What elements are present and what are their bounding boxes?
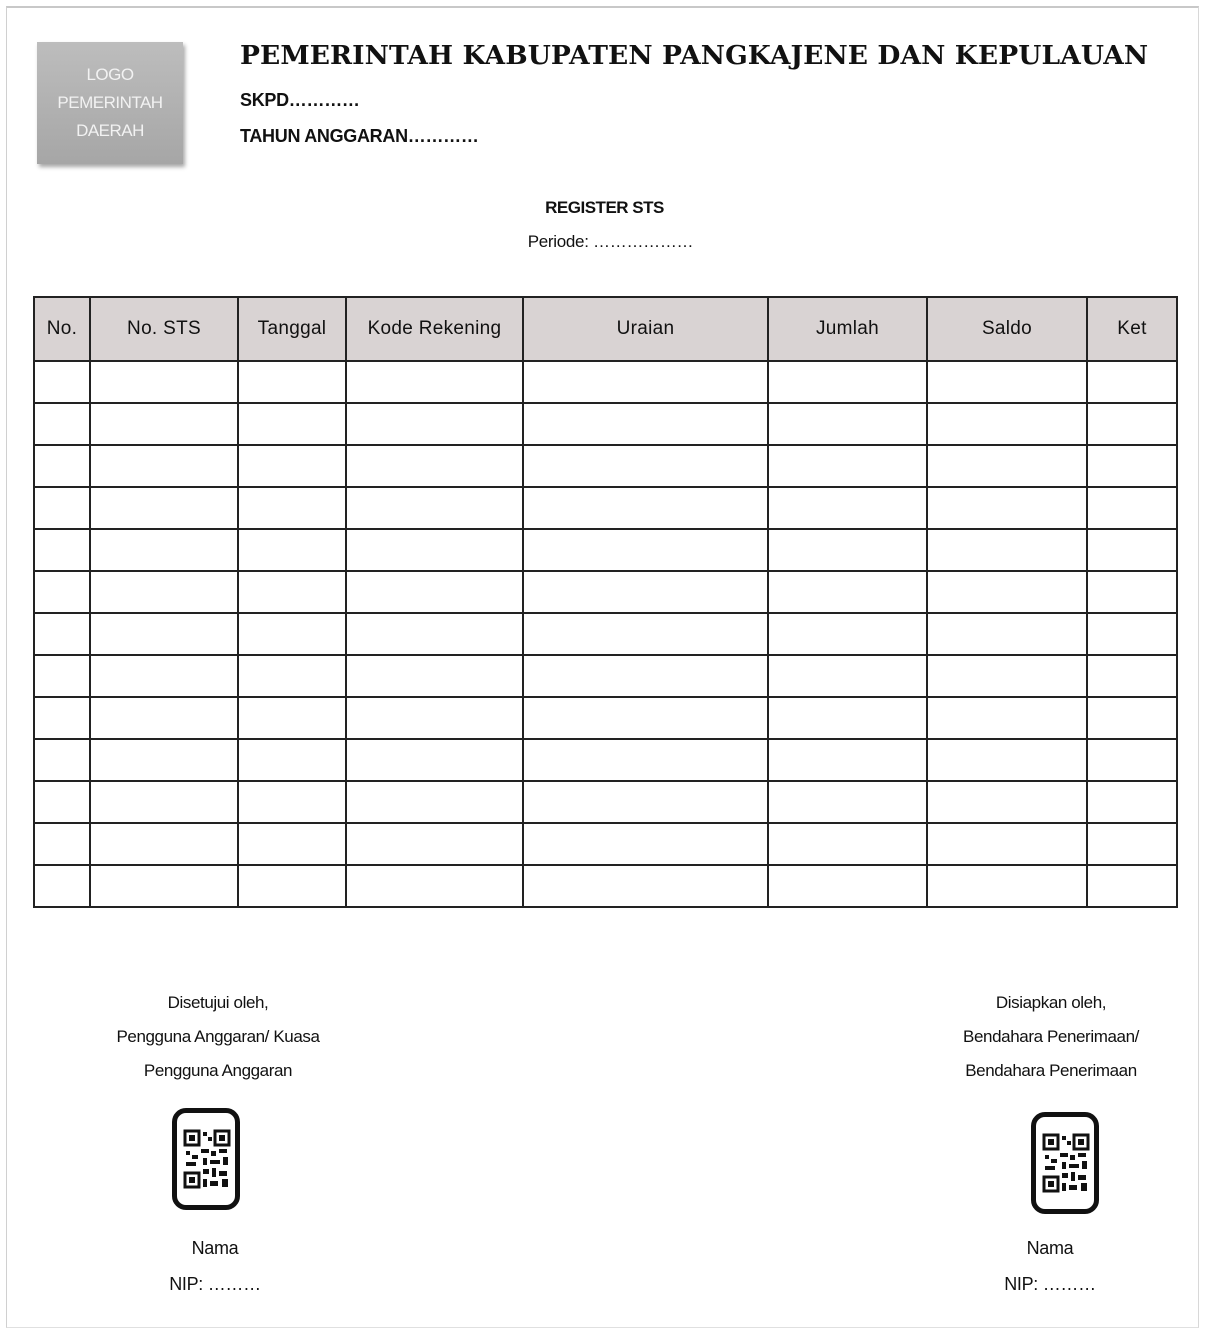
table-cell: [523, 403, 768, 445]
table-cell: [346, 445, 523, 487]
table-cell: [523, 361, 768, 403]
approver-name-block: [140, 1230, 290, 1302]
table-cell: [346, 487, 523, 529]
preparer-line: Disiapkan oleh,: [995, 993, 1107, 1012]
table-cell: [523, 487, 768, 529]
table-cell: [34, 781, 90, 823]
table-cell: [768, 529, 927, 571]
table-cell: [90, 655, 238, 697]
table-cell: [238, 361, 346, 403]
logo-line: PEMERINTAH: [57, 93, 163, 112]
table-cell: [927, 781, 1087, 823]
preparer-name-block: [975, 1230, 1125, 1302]
document-title: PEMERINTAH KABUPATEN PANGKAJENE DAN KEPULAUAN: [240, 40, 1149, 71]
preparer-signature-block: [935, 986, 1167, 1088]
table-cell: [768, 781, 927, 823]
preparer-role: Bendahara Penerimaan/: [963, 1027, 1139, 1046]
table-cell: [238, 823, 346, 865]
table-row: [34, 697, 1177, 739]
approver-name: Nama: [191, 1238, 239, 1258]
table-cell: [34, 361, 90, 403]
logo-line: LOGO: [86, 65, 134, 84]
table-cell: [90, 445, 238, 487]
table-cell: [523, 865, 768, 907]
table-cell: [34, 697, 90, 739]
table-cell: [927, 697, 1087, 739]
table-cell: [90, 571, 238, 613]
preparer-name: Nama: [1026, 1238, 1074, 1258]
table-cell: [238, 529, 346, 571]
approver-nip: NIP: ………: [169, 1274, 261, 1294]
table-cell: [927, 403, 1087, 445]
logo-line: DAERAH: [76, 121, 144, 140]
table-cell: [927, 361, 1087, 403]
table-row: [34, 655, 1177, 697]
table-cell: [238, 865, 346, 907]
table-cell: [768, 865, 927, 907]
table-cell: [346, 613, 523, 655]
preparer-role-cont: Bendahara Penerimaan: [965, 1061, 1137, 1080]
table-cell: [346, 403, 523, 445]
approval-role-cont: Pengguna Anggaran: [143, 1061, 293, 1080]
government-logo-placeholder: [37, 42, 183, 164]
table-row: [34, 403, 1177, 445]
column-header-no-sts: No. STS: [90, 297, 238, 361]
table-row: [34, 571, 1177, 613]
table-cell: [238, 571, 346, 613]
table-cell: [768, 823, 927, 865]
table-row: [34, 529, 1177, 571]
table-cell: [523, 613, 768, 655]
skpd-label: SKPD…………: [240, 90, 360, 110]
table-row: [34, 487, 1177, 529]
table-cell: [927, 529, 1087, 571]
approval-signature-block: [93, 986, 343, 1088]
table-row: [34, 739, 1177, 781]
table-row: [34, 781, 1177, 823]
table-cell: [927, 445, 1087, 487]
table-cell: [238, 613, 346, 655]
table-header-row: [34, 297, 1177, 361]
column-header-tanggal: Tanggal: [238, 297, 346, 361]
table-cell: [90, 739, 238, 781]
table-cell: [523, 571, 768, 613]
table-cell: [523, 739, 768, 781]
table-cell: [346, 529, 523, 571]
table-cell: [523, 655, 768, 697]
table-cell: [1087, 403, 1177, 445]
register-table: [33, 296, 1178, 908]
table-cell: [238, 403, 346, 445]
table-cell: [238, 655, 346, 697]
table-cell: [34, 571, 90, 613]
register-title: REGISTER STS: [545, 198, 664, 217]
table-cell: [1087, 781, 1177, 823]
approval-role: Pengguna Anggaran/ Kuasa: [116, 1027, 320, 1046]
table-cell: [238, 739, 346, 781]
table-row: [34, 613, 1177, 655]
table-cell: [523, 697, 768, 739]
table-body: [34, 361, 1177, 907]
table-cell: [927, 865, 1087, 907]
table-row: [34, 823, 1177, 865]
table-cell: [90, 697, 238, 739]
table-cell: [927, 571, 1087, 613]
table-cell: [346, 781, 523, 823]
table-cell: [768, 361, 927, 403]
table-cell: [927, 487, 1087, 529]
table-cell: [90, 613, 238, 655]
table-cell: [1087, 445, 1177, 487]
column-header-ket: Ket: [1087, 297, 1177, 361]
table-cell: [1087, 865, 1177, 907]
table-cell: [346, 697, 523, 739]
qr-code-icon: [172, 1108, 240, 1210]
table-cell: [346, 361, 523, 403]
table-cell: [34, 655, 90, 697]
column-header-saldo: Saldo: [927, 297, 1087, 361]
table-cell: [346, 571, 523, 613]
table-cell: [1087, 655, 1177, 697]
table-cell: [768, 655, 927, 697]
table-cell: [90, 487, 238, 529]
table-cell: [523, 781, 768, 823]
table-cell: [90, 361, 238, 403]
table-cell: [34, 739, 90, 781]
table-cell: [34, 613, 90, 655]
table-cell: [1087, 697, 1177, 739]
table-cell: [34, 403, 90, 445]
table-cell: [90, 865, 238, 907]
column-header-jumlah: Jumlah: [768, 297, 927, 361]
qr-code-icon: [1031, 1112, 1099, 1214]
table-cell: [238, 781, 346, 823]
table-cell: [927, 739, 1087, 781]
table-cell: [523, 529, 768, 571]
table-cell: [346, 865, 523, 907]
table-cell: [90, 823, 238, 865]
table-cell: [523, 823, 768, 865]
table-cell: [1087, 571, 1177, 613]
table-row: [34, 361, 1177, 403]
table-cell: [346, 739, 523, 781]
table-cell: [238, 697, 346, 739]
table-cell: [1087, 487, 1177, 529]
table-cell: [34, 823, 90, 865]
table-cell: [523, 445, 768, 487]
table-cell: [1087, 823, 1177, 865]
tahun-anggaran-label: TAHUN ANGGARAN…………: [240, 126, 479, 146]
table-cell: [90, 403, 238, 445]
table-cell: [768, 445, 927, 487]
table-cell: [1087, 529, 1177, 571]
table-cell: [34, 487, 90, 529]
preparer-nip: NIP: ………: [1004, 1274, 1096, 1294]
table-cell: [768, 739, 927, 781]
table-row: [34, 445, 1177, 487]
table-cell: [1087, 739, 1177, 781]
table-cell: [927, 613, 1087, 655]
table-row: [34, 865, 1177, 907]
table-cell: [1087, 613, 1177, 655]
table-cell: [768, 613, 927, 655]
table-cell: [346, 655, 523, 697]
table-cell: [768, 571, 927, 613]
column-header-uraian: Uraian: [523, 297, 768, 361]
table-cell: [34, 529, 90, 571]
table-cell: [768, 697, 927, 739]
table-cell: [768, 487, 927, 529]
table-cell: [238, 445, 346, 487]
table-cell: [346, 823, 523, 865]
column-header-kode-rekening: Kode Rekening: [346, 297, 523, 361]
table-cell: [1087, 361, 1177, 403]
table-cell: [768, 403, 927, 445]
register-periode: Periode: ………………: [527, 232, 694, 251]
column-header-no: No.: [34, 297, 90, 361]
table-cell: [927, 655, 1087, 697]
table-cell: [90, 529, 238, 571]
table-cell: [927, 823, 1087, 865]
table-cell: [90, 781, 238, 823]
approval-line: Disetujui oleh,: [167, 993, 269, 1012]
table-cell: [238, 487, 346, 529]
table-cell: [34, 865, 90, 907]
table-cell: [34, 445, 90, 487]
